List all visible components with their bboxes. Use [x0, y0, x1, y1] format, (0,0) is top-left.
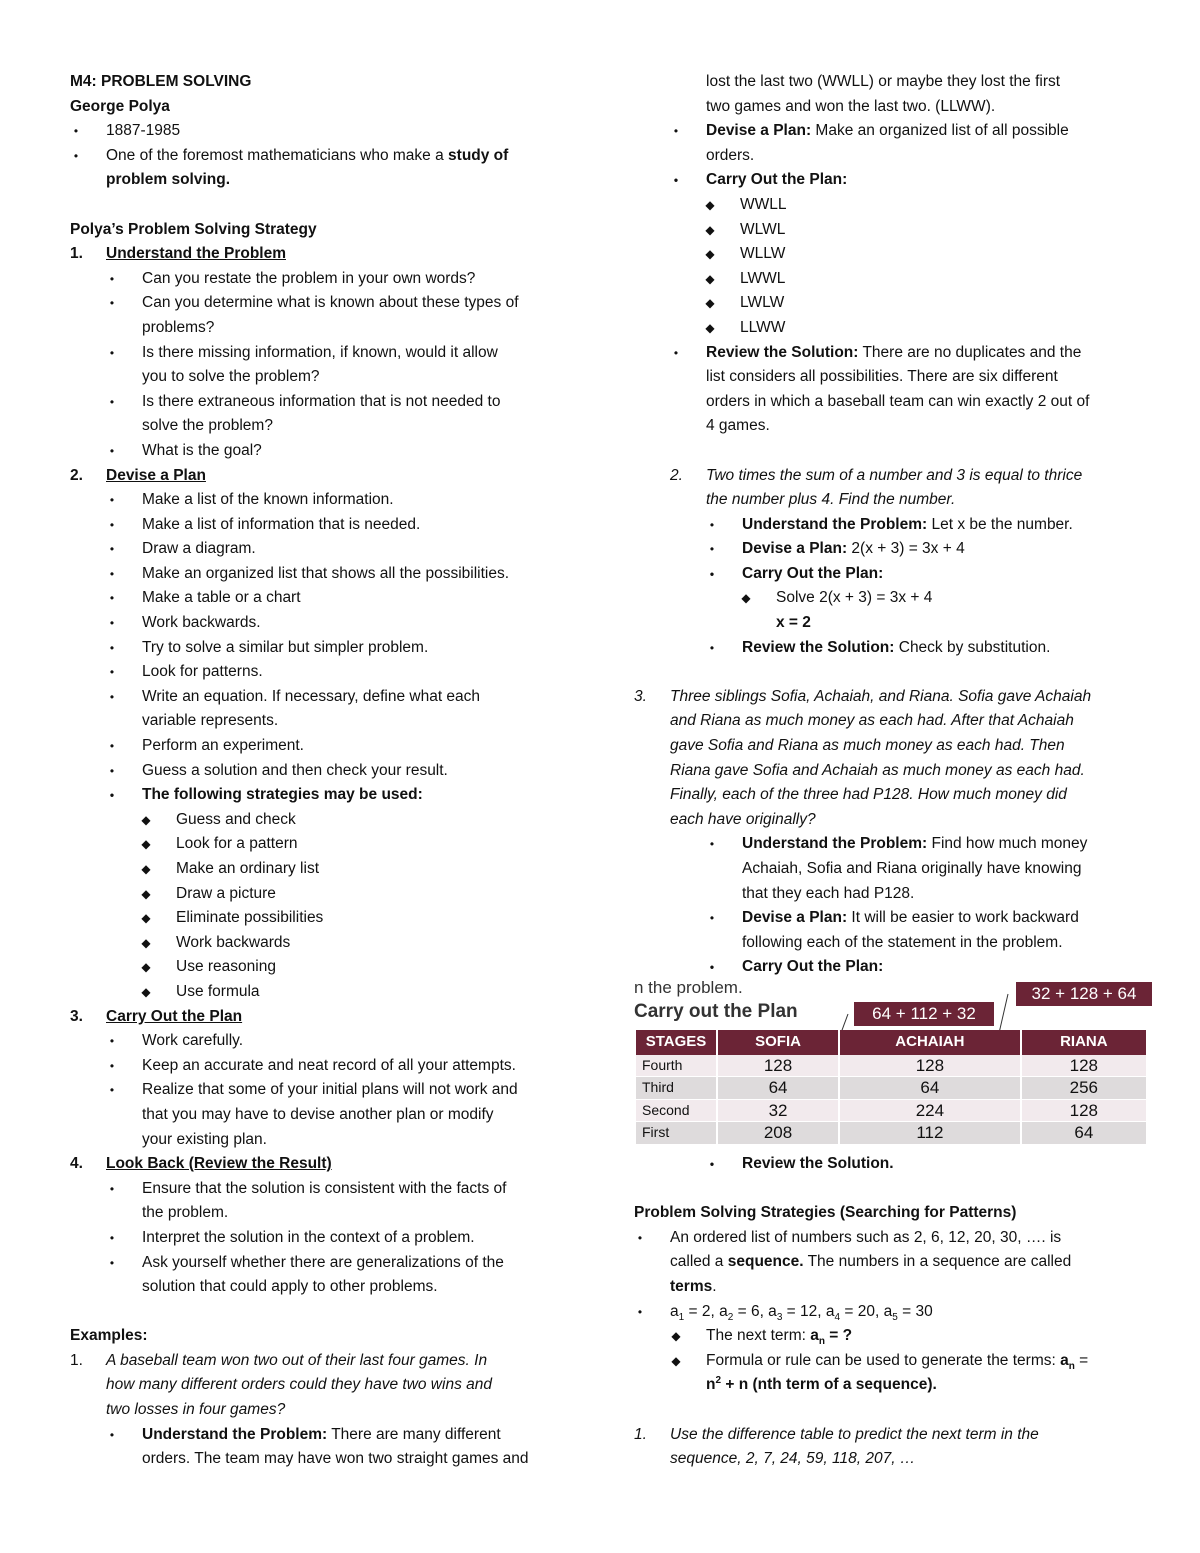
amount-cell: 128 [1021, 1099, 1147, 1122]
sub-list-item: ◆ Work backwards [70, 931, 590, 956]
bullet-icon: • [109, 1083, 115, 1098]
example-question: the number plus 4. Find the number. [706, 491, 956, 509]
amount-cell: 256 [1021, 1077, 1147, 1100]
bullet-icon: • [109, 1058, 115, 1073]
example-question: Riana gave Sofia and Achaiah as much money as each had. [670, 761, 1085, 779]
stage-cell: Fourth [636, 1055, 717, 1077]
answer: x = 2 [776, 614, 811, 632]
sub-list-item: ◆ Solve 2(x + 3) = 3x + 4 [634, 586, 1154, 611]
sub-list-item: ◆ Draw a picture [70, 882, 590, 907]
diamond-bullet-icon: ◆ [141, 984, 151, 999]
bullet-icon: • [109, 345, 115, 360]
sub-list-item: ◆ LWLW [634, 291, 1154, 316]
bullet-icon: • [109, 640, 115, 655]
amount-cell: 224 [839, 1099, 1021, 1122]
table-header-row [636, 1030, 1147, 1055]
list-item: • Review the Solution: Check by substitution. [634, 636, 1154, 661]
amount-cell: 128 [717, 1055, 839, 1077]
bullet-icon: • [109, 591, 115, 606]
examples-heading: Examples: [70, 1327, 148, 1345]
sub-list-item: ◆ Make an ordinary list [70, 857, 590, 882]
author-heading: George Polya [70, 97, 170, 115]
list-item: • Perform an experiment. [70, 734, 590, 759]
stage-cell: Second [636, 1099, 717, 1122]
example-question: 3. Three siblings Sofia, Achaiah, and Riana. Sofia gave Achaiah [634, 687, 1092, 705]
list-item: • Carry Out the Plan: [634, 955, 1154, 980]
sub-list-item: ◆ LLWW [634, 316, 1154, 341]
column-header: STAGES [636, 1030, 717, 1055]
list-item: • Carry Out the Plan: [634, 168, 1154, 193]
list-item: • Can you determine what is known about these types of [70, 291, 590, 316]
step-heading: 4. Look Back (Review the Result) [70, 1155, 332, 1173]
left-column [70, 70, 590, 1472]
bullet-icon: • [109, 566, 115, 581]
bullet-icon: • [709, 640, 715, 655]
list-item: • Ensure that the solution is consistent with the facts of [70, 1177, 590, 1202]
list-item: • What is the goal? [70, 439, 590, 464]
sub-list-item: ◆ Eliminate possibilities [70, 906, 590, 931]
list-item-cont: 4 games. [706, 417, 770, 435]
bullet-icon: • [709, 837, 715, 852]
sub-list-item: ◆ Use formula [70, 980, 590, 1005]
list-item: • Understand the Problem: Let x be the number. [634, 513, 1154, 538]
diamond-bullet-icon: ◆ [705, 247, 715, 262]
bullet-icon: • [637, 1304, 643, 1319]
list-item-cont: Achaiah, Sofia and Riana originally have knowing [742, 860, 1082, 877]
list-item: • Make a list of information that is needed. [70, 513, 590, 538]
diamond-bullet-icon: ◆ [141, 837, 151, 852]
bullet-icon: • [709, 566, 715, 581]
table-row [636, 1055, 1147, 1077]
list-item-cont: two games and won the last two. (LLWW). [706, 97, 996, 115]
patterns-heading: Problem Solving Strategies (Searching for Patterns) [634, 1204, 1017, 1222]
bullet-icon: • [109, 296, 115, 311]
list-item: • $a_1 = 2$, $a_2 = 6$, $a_3 = 12$, $a_4 = 20$, $a_5 = 30$ [634, 1300, 1154, 1325]
list-item-cont: that they each had P128. [742, 884, 915, 902]
stage-cell: First [636, 1122, 717, 1145]
sub-list-item: ◆ Use reasoning [70, 955, 590, 980]
list-item-cont: problems? [142, 318, 215, 336]
table-row [636, 1122, 1147, 1145]
list-item: • Guess a solution and then check your result. [70, 759, 590, 784]
example-question: Finally, each of the three had P128. How much money did [670, 786, 1067, 804]
list-item: • Is there extraneous information that is not needed to [70, 390, 590, 415]
callout-sum-sofia: 64 + 112 + 32 [854, 1002, 994, 1026]
amount-cell: 128 [1021, 1055, 1147, 1077]
bullet-icon: • [109, 689, 115, 704]
bullet-icon: • [109, 788, 115, 803]
bullet-icon: • [709, 960, 715, 975]
bullet-icon: • [109, 763, 115, 778]
example-question: gave Sofia and Riana as much money as each had. Then [670, 737, 1065, 755]
list-item-cont: solution that could apply to other problems. [142, 1278, 438, 1296]
step-heading: 1. Understand the Problem [70, 245, 286, 263]
list-item: • An ordered list of numbers such as 2, 6, 12, 20, 30, …. is [634, 1226, 1154, 1251]
amount-cell: 64 [1021, 1122, 1147, 1145]
bullet-icon: • [109, 271, 115, 286]
list-item: • Review the Solution: There are no duplicates and the [634, 341, 1154, 366]
bullet-icon: • [673, 345, 679, 360]
list-item: • Realize that some of your initial plans will not work and [70, 1078, 590, 1103]
diamond-bullet-icon: ◆ [741, 591, 751, 606]
list-item: • The following strategies may be used: [70, 783, 590, 808]
list-item: • Make a list of the known information. [70, 488, 590, 513]
diamond-bullet-icon: ◆ [705, 222, 715, 237]
table-row [636, 1077, 1147, 1100]
list-item: • Interpret the solution in the context of a problem. [70, 1226, 590, 1251]
list-item: • Review the Solution. [634, 1152, 1154, 1177]
list-item-cont: problem solving. [106, 171, 231, 189]
sub-list-item: ◆ WWLL [634, 193, 1154, 218]
bullet-icon: • [73, 124, 79, 139]
list-item-cont: following each of the statement in the problem. [742, 933, 1063, 951]
list-item: • Write an equation. If necessary, define what each [70, 685, 590, 710]
bullet-icon: • [673, 173, 679, 188]
diamond-bullet-icon: ◆ [705, 320, 715, 335]
bullet-icon: • [109, 1230, 115, 1245]
bullet-icon: • [709, 1156, 715, 1171]
column-header: ACHAIAH [839, 1030, 1021, 1055]
bullet-icon: • [109, 1181, 115, 1196]
amount-cell: 32 [717, 1099, 839, 1122]
sub-list-item: ◆ Formula or rule can be used to generate the terms: $a_n$ = [634, 1349, 1154, 1374]
list-item-cont: orders. The team may have won two straight games and [142, 1450, 529, 1468]
diamond-bullet-icon: ◆ [705, 271, 715, 286]
bullet-icon: • [709, 517, 715, 532]
list-item: • Make an organized list that shows all the possibilities. [70, 562, 590, 587]
right-column [634, 70, 1154, 1472]
diamond-bullet-icon: ◆ [141, 886, 151, 901]
sub-list-item: ◆ WLWL [634, 218, 1154, 243]
diamond-bullet-icon: ◆ [671, 1353, 681, 1368]
bullet-icon: • [109, 443, 115, 458]
bullet-icon: • [109, 1255, 115, 1270]
diamond-bullet-icon: ◆ [671, 1329, 681, 1344]
page-title: M4: PROBLEM SOLVING [70, 73, 252, 90]
list-item-cont: variable represents. [142, 712, 279, 730]
bullet-icon: • [109, 616, 115, 631]
list-item: • Draw a diagram. [70, 537, 590, 562]
bullet-icon: • [709, 542, 715, 557]
diamond-bullet-icon: ◆ [141, 935, 151, 950]
amount-cell: 128 [839, 1055, 1021, 1077]
bullet-icon: • [673, 124, 679, 139]
list-item: • Ask yourself whether there are generalizations of the [70, 1251, 590, 1276]
amount-cell: 64 [717, 1077, 839, 1100]
list-item: • Devise a Plan: Make an organized list of all possible [634, 119, 1154, 144]
example-question: 1. Use the difference table to predict the next term in the [634, 1425, 1039, 1443]
bullet-icon: • [109, 665, 115, 680]
list-item: • Understand the Problem: There are many different [70, 1423, 590, 1448]
list-item-cont: orders. [706, 146, 755, 164]
bullet-icon: • [109, 493, 115, 508]
list-item: • Work carefully. [70, 1029, 590, 1054]
bullet-icon: • [109, 1427, 115, 1442]
diamond-bullet-icon: ◆ [141, 812, 151, 827]
example-question: how many different orders could they have two wins and [106, 1376, 492, 1394]
amount-cell: 112 [839, 1122, 1021, 1145]
diamond-bullet-icon: ◆ [705, 197, 715, 212]
table-row [636, 1099, 1147, 1122]
bullet-icon: • [637, 1230, 643, 1245]
column-header: SOFIA [717, 1030, 839, 1055]
stages-table [636, 1030, 1148, 1145]
example-question: 1. A baseball team won two out of their last four games. In [70, 1351, 488, 1369]
callout-sum-riana: 32 + 128 + 64 [1016, 982, 1152, 1006]
list-item: • Can you restate the problem in your own words? [70, 267, 590, 292]
list-item: • 1887-1985 [70, 119, 590, 144]
sub-list-item: ◆ LWWL [634, 267, 1154, 292]
list-item: • Is there missing information, if known, would it allow [70, 341, 590, 366]
carry-out-plan-figure [634, 976, 1156, 1146]
diamond-bullet-icon: ◆ [141, 862, 151, 876]
step-heading: 2. Devise a Plan [70, 466, 206, 484]
list-item: • Try to solve a similar but simpler problem. [70, 636, 590, 661]
list-item-cont: orders in which a baseball team can win exactly 2 out of [706, 392, 1090, 410]
amount-cell: 64 [839, 1077, 1021, 1100]
bullet-icon: • [109, 394, 115, 409]
sub-list-item: ◆ The next term: $a_n$ = ? [634, 1324, 1154, 1349]
list-item-cont: your existing plan. [142, 1130, 267, 1148]
bullet-icon: • [109, 739, 115, 754]
list-item: • Devise a Plan: It will be easier to work backward [634, 906, 1154, 931]
list-item-cont: $n^2 + n$ (nth term of a sequence). [706, 1375, 937, 1394]
list-item-cont: that you may have to devise another plan or modify [142, 1105, 494, 1123]
example-question: each have originally? [670, 810, 816, 828]
bullet-icon: • [709, 911, 715, 926]
sub-list-item: ◆ Guess and check [70, 808, 590, 833]
list-item-cont: solve the problem? [142, 417, 273, 435]
bullet-icon: • [73, 148, 79, 163]
list-item: • Keep an accurate and neat record of all your attempts. [70, 1054, 590, 1079]
diamond-bullet-icon: ◆ [141, 911, 151, 926]
sub-list-item: ◆ Look for a pattern [70, 832, 590, 857]
figure-caption: n the problem. [634, 978, 743, 997]
list-item: • Work backwards. [70, 611, 590, 636]
list-item-cont: the problem. [142, 1204, 229, 1222]
example-question: sequence, 2, 7, 24, 59, 118, 207, … [670, 1450, 916, 1468]
column-header: RIANA [1021, 1030, 1147, 1055]
bullet-icon: • [109, 542, 115, 557]
list-item: • One of the foremost mathematicians who make a study of [70, 144, 590, 169]
list-item-cont: lost the last two (WWLL) or maybe they lost the first [706, 73, 1061, 90]
list-item: • Make a table or a chart [70, 586, 590, 611]
bullet-icon: • [109, 1034, 115, 1049]
list-item-cont: terms. [670, 1277, 717, 1295]
diamond-bullet-icon: ◆ [705, 296, 715, 311]
strategy-heading: Polya’s Problem Solving Strategy [70, 220, 317, 238]
amount-cell: 208 [717, 1122, 839, 1145]
list-item: • Carry Out the Plan: [634, 562, 1154, 587]
list-item-cont: you to solve the problem? [142, 368, 320, 386]
figure-heading: Carry out the Plan [634, 1001, 798, 1022]
list-item-cont: list considers all possibilities. There are six different [706, 368, 1058, 386]
example-question: 2. Two times the sum of a number and 3 is equal to thrice [670, 466, 1083, 484]
example-question: and Riana as much money as each had. After that Achaiah [670, 712, 1074, 730]
bullet-icon: • [109, 517, 115, 532]
sub-list-item: ◆ WLLW [634, 242, 1154, 267]
list-item-cont: called a sequence. The numbers in a sequence are called [670, 1253, 1072, 1271]
step-heading: 3. Carry Out the Plan [70, 1007, 243, 1025]
list-item: • Understand the Problem: Find how much money [634, 832, 1154, 857]
example-question: two losses in four games? [106, 1401, 286, 1419]
diamond-bullet-icon: ◆ [141, 960, 151, 975]
list-item: • Look for patterns. [70, 660, 590, 685]
stage-cell: Third [636, 1077, 717, 1100]
list-item: • Devise a Plan: 2(x + 3) = 3x + 4 [634, 537, 1154, 562]
